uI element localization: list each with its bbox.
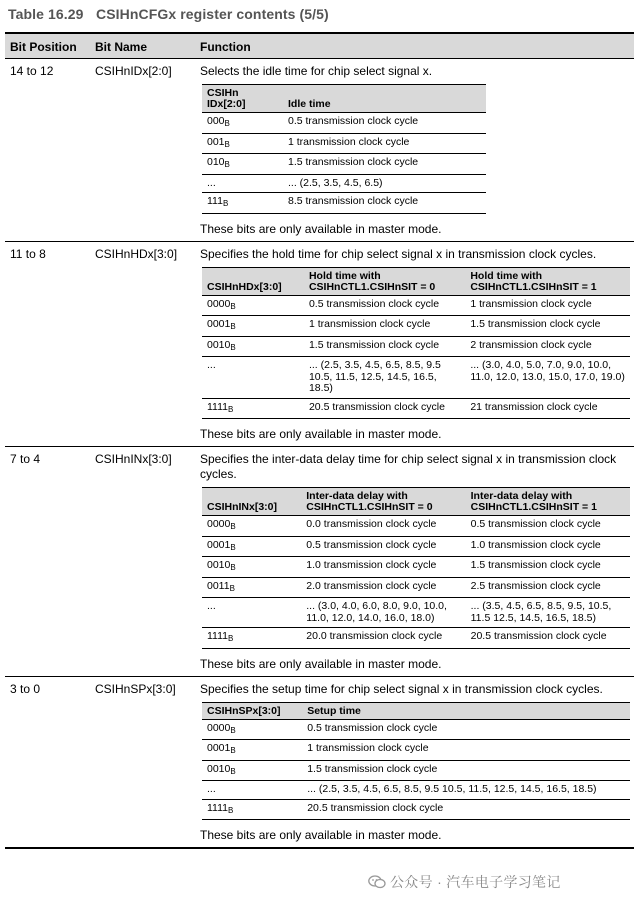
value-table-row	[202, 357, 630, 399]
value-table-header: CSIHnSPx[3:0]	[202, 702, 302, 719]
value-code: ...	[207, 600, 216, 612]
value-table-row	[202, 113, 486, 134]
value-code-cell	[202, 154, 283, 175]
value-code-cell	[202, 557, 301, 578]
bit-position-cell: 3 to 0	[5, 676, 90, 848]
binary-subscript: B	[230, 301, 236, 311]
wechat-icon	[368, 875, 386, 889]
value-cell: ... (3.0, 4.0, 5.0, 7.0, 9.0, 10.0, 11.0, 12.0, 13.0, 15.0, 17.0, 19.0)	[465, 357, 630, 399]
binary-subscript: B	[230, 322, 236, 331]
value-code: 0001	[207, 538, 231, 551]
value-cell: 1 transmission clock cycle	[304, 316, 465, 337]
table-row	[5, 447, 634, 677]
value-cell: 20.5 transmission clock cycle	[466, 628, 630, 649]
binary-subscript: B	[230, 746, 236, 755]
value-code-cell	[202, 740, 302, 761]
value-cell: ... (2.5, 3.5, 4.5, 6.5)	[283, 174, 486, 193]
value-table-row	[202, 719, 630, 740]
value-code: 010	[207, 156, 225, 168]
value-code: ...	[207, 783, 216, 795]
value-code-cell	[202, 174, 283, 193]
value-cell: 8.5 transmission clock cycle	[283, 193, 486, 214]
value-cell: 1.0 transmission clock cycle	[466, 536, 630, 557]
function-description: Selects the idle time for chip select signal x.	[200, 64, 433, 78]
value-table-row	[202, 760, 630, 781]
value-code: 0001	[207, 318, 231, 330]
value-cell: 1.0 transmission clock cycle	[301, 557, 465, 578]
value-cell: 0.5 transmission clock cycle	[301, 536, 465, 557]
value-table-header: Inter-data delay with CSIHnCTL1.CSIHnSIT = 0	[301, 488, 465, 516]
value-table-header-row	[202, 267, 630, 295]
binary-subscript: B	[229, 583, 235, 593]
value-table-row	[202, 316, 630, 337]
binary-subscript: B	[228, 805, 234, 815]
value-cell: 0.5 transmission clock cycle	[304, 295, 465, 316]
value-code-cell	[202, 133, 283, 154]
value-cell: 20.5 transmission clock cycle	[302, 799, 630, 820]
value-code-cell	[202, 193, 283, 214]
value-cell: 2.0 transmission clock cycle	[301, 577, 465, 598]
header-bit-position: Bit Position	[5, 33, 90, 59]
header-bit-name: Bit Name	[90, 33, 195, 59]
value-table-row	[202, 174, 486, 193]
binary-subscript: B	[230, 563, 236, 572]
value-cell: 0.5 transmission clock cycle	[466, 516, 630, 537]
table-caption: CSIHnCFGx register contents (5/5)	[96, 6, 329, 22]
value-code: ...	[207, 359, 216, 371]
table-row	[5, 241, 634, 447]
table-number: Table 16.29	[8, 6, 84, 22]
value-code-cell	[202, 781, 302, 800]
value-table-row	[202, 781, 630, 800]
binary-subscript: B	[224, 160, 230, 169]
value-cell: 20.0 transmission clock cycle	[301, 628, 465, 649]
value-table	[202, 702, 630, 821]
watermark-text: 公众号 · 汽车电子学习笔记	[390, 874, 561, 890]
value-cell: 0.0 transmission clock cycle	[301, 516, 465, 537]
value-cell: 1 transmission clock cycle	[465, 295, 630, 316]
value-table-header-row	[202, 85, 486, 113]
value-code-cell	[202, 799, 302, 820]
function-description: Specifies the hold time for chip select signal x in transmission clock cycles.	[200, 246, 597, 261]
master-mode-note: These bits are only available in master mode.	[200, 427, 442, 441]
value-code-cell	[202, 536, 301, 557]
bit-position-cell: 7 to 4	[5, 447, 90, 677]
value-table-header: Inter-data delay with CSIHnCTL1.CSIHnSIT = 1	[466, 488, 630, 516]
value-code: 111	[207, 195, 223, 207]
bit-name-cell: CSIHnSPx[3:0]	[90, 676, 195, 848]
value-code: 0000	[207, 518, 231, 530]
value-table-header: Hold time with CSIHnCTL1.CSIHnSIT = 0	[304, 267, 465, 295]
value-table-row	[202, 295, 630, 316]
value-code-cell	[202, 316, 304, 337]
value-cell: 0.5 transmission clock cycle	[283, 113, 486, 134]
value-table-row	[202, 628, 630, 649]
bit-position-cell: 14 to 12	[5, 59, 90, 242]
bit-name-cell: CSIHnHDx[3:0]	[90, 241, 195, 447]
value-cell: 20.5 transmission clock cycle	[304, 398, 465, 419]
register-table	[5, 32, 634, 849]
value-code: 0010	[207, 559, 231, 571]
value-code-cell	[202, 598, 301, 628]
value-code: 0010	[207, 338, 231, 351]
value-code: 1111	[207, 400, 229, 413]
value-table-header-row	[202, 488, 630, 516]
value-table-row	[202, 799, 630, 820]
value-cell: ... (3.5, 4.5, 6.5, 8.5, 9.5, 10.5, 11.5 12.5, 14.5, 16.5, 18.5)	[466, 598, 630, 628]
table-row	[5, 59, 634, 242]
function-cell	[195, 241, 634, 447]
function-cell	[195, 447, 634, 677]
value-code-cell	[202, 577, 301, 598]
bit-name-cell: CSIHnINx[3:0]	[90, 447, 195, 677]
value-table	[202, 487, 630, 649]
value-table-header-row	[202, 702, 630, 719]
function-cell	[195, 676, 634, 848]
master-mode-note: These bits are only available in master mode.	[200, 828, 442, 842]
value-cell: 1.5 transmission clock cycle	[465, 316, 630, 337]
value-code-cell	[202, 113, 283, 134]
value-cell: 1.5 transmission clock cycle	[466, 557, 630, 578]
value-code-cell	[202, 398, 304, 419]
function-cell	[195, 59, 634, 242]
value-table	[202, 84, 486, 214]
watermark	[368, 872, 561, 892]
value-table-row	[202, 133, 486, 154]
value-table-header: CSIHn IDx[2:0]	[202, 85, 283, 113]
value-table-row	[202, 398, 630, 419]
value-table-row	[202, 577, 630, 598]
binary-subscript: B	[230, 522, 236, 531]
header-function: Function	[195, 33, 634, 59]
value-cell: 2 transmission clock cycle	[465, 336, 630, 357]
value-table-row	[202, 193, 486, 214]
value-table-header: CSIHnHDx[3:0]	[202, 267, 304, 295]
binary-subscript: B	[230, 725, 236, 735]
master-mode-note: These bits are only available in master mode.	[200, 656, 442, 671]
value-code-cell	[202, 357, 304, 399]
value-code: 1111	[207, 630, 229, 642]
value-code-cell	[202, 295, 304, 316]
value-code: 0000	[207, 297, 231, 310]
value-cell: 1.5 transmission clock cycle	[302, 760, 630, 781]
value-table-row	[202, 536, 630, 557]
value-table-row	[202, 336, 630, 357]
value-code-cell	[202, 719, 302, 740]
value-cell: ... (2.5, 3.5, 4.5, 6.5, 8.5, 9.5 10.5, 11.5, 12.5, 14.5, 16.5, 18.5)	[302, 781, 630, 800]
value-table-header: Idle time	[283, 85, 486, 113]
binary-subscript: B	[228, 404, 234, 414]
value-code: 0001	[207, 742, 231, 754]
value-table-header: CSIHnINx[3:0]	[202, 488, 301, 516]
value-cell: ... (2.5, 3.5, 4.5, 6.5, 8.5, 9.5 10.5, 11.5, 12.5, 14.5, 16.5, 18.5)	[304, 357, 465, 399]
binary-subscript: B	[230, 542, 236, 552]
master-mode-note: These bits are only available in master mode.	[200, 221, 442, 236]
value-cell: 1 transmission clock cycle	[302, 740, 630, 761]
value-cell: 0.5 transmission clock cycle	[302, 719, 630, 740]
value-cell: 2.5 transmission clock cycle	[466, 577, 630, 598]
value-table-row	[202, 740, 630, 761]
bit-name-cell: CSIHnIDx[2:0]	[90, 59, 195, 242]
value-table-row	[202, 516, 630, 537]
value-table	[202, 267, 630, 420]
value-cell: 1 transmission clock cycle	[283, 133, 486, 154]
binary-subscript: B	[222, 199, 229, 208]
value-code-cell	[202, 336, 304, 357]
value-code-cell	[202, 516, 301, 537]
function-description: Specifies the inter-data delay time for chip select signal x in transmission clock cycles.	[200, 452, 617, 481]
binary-subscript: B	[230, 342, 236, 352]
value-table-row	[202, 598, 630, 628]
value-code: 0010	[207, 762, 231, 775]
table-row	[5, 676, 634, 848]
value-code-cell	[202, 628, 301, 649]
value-code: ...	[207, 176, 216, 189]
function-description: Specifies the setup time for chip select signal x in transmission clock cycles.	[200, 681, 603, 696]
binary-subscript: B	[230, 766, 236, 776]
value-table-header: Hold time with CSIHnCTL1.CSIHnSIT = 1	[465, 267, 630, 295]
table-body	[5, 59, 634, 849]
table-title	[8, 6, 329, 22]
value-table-row	[202, 557, 630, 578]
binary-subscript: B	[224, 119, 230, 128]
bit-position-cell: 11 to 8	[5, 241, 90, 447]
value-cell: 21 transmission clock cycle	[465, 398, 630, 419]
value-table-row	[202, 154, 486, 175]
binary-subscript: B	[224, 139, 230, 149]
value-code: 000	[207, 115, 225, 127]
value-code-cell	[202, 760, 302, 781]
value-code: 001	[207, 135, 225, 148]
value-cell: 1.5 transmission clock cycle	[283, 154, 486, 175]
value-code: 1111	[207, 801, 229, 814]
header-row	[5, 33, 634, 59]
value-table-header: Setup time	[302, 702, 630, 719]
binary-subscript: B	[228, 634, 234, 643]
value-cell: ... (3.0, 4.0, 6.0, 8.0, 9.0, 10.0, 11.0, 12.0, 14.0, 16.0, 18.0)	[301, 598, 465, 628]
value-cell: 1.5 transmission clock cycle	[304, 336, 465, 357]
value-code: 0000	[207, 721, 231, 734]
value-code: 0011	[207, 579, 230, 592]
